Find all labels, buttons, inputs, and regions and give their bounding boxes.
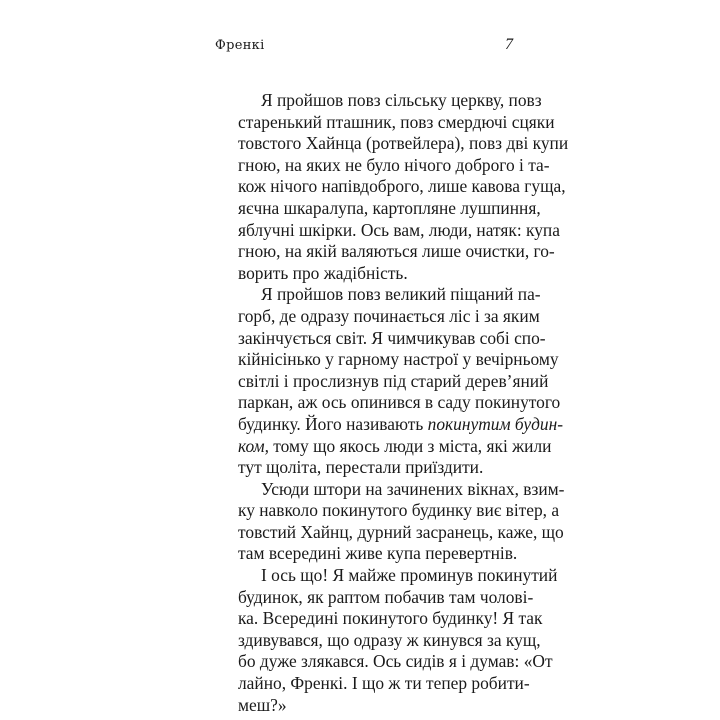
text-line: кійнісінько у гарному настрої у вечірньому bbox=[238, 349, 559, 370]
paragraph-1 bbox=[215, 90, 569, 284]
body-text bbox=[215, 90, 569, 716]
text-line: будинок, як раптом побачив там чолові- bbox=[238, 586, 534, 607]
text-line: гною, на яких не було нічого доброго і та- bbox=[238, 154, 550, 175]
text-line bbox=[215, 413, 564, 436]
text-line: Усюди штори на зачинених вікнах, взим- bbox=[261, 478, 565, 499]
text-line: закінчується світ. Я чимчикував собі спо- bbox=[238, 327, 546, 348]
text-line: здивувався, що одразу ж кинувся за кущ, bbox=[238, 629, 541, 650]
paragraph-3 bbox=[215, 478, 565, 565]
text-line: тут щоліта, перестали приїздити. bbox=[238, 457, 484, 478]
italic-phrase: ком, bbox=[238, 435, 269, 456]
text-line: бо дуже злякався. Ось сидів я і думав: «От bbox=[238, 651, 553, 672]
paragraph-2 bbox=[215, 284, 564, 478]
text-segment: будинку. Його називають bbox=[238, 413, 428, 434]
text-line bbox=[215, 435, 552, 458]
text-line: І ось що! Я майже проминув покинутий bbox=[261, 565, 558, 586]
text-line: ка. Всередині покинутого будинку! Я так bbox=[238, 608, 543, 629]
text-line: паркан, аж ось опинився в саду покинутого bbox=[238, 392, 561, 413]
text-line: гною, на якій валяються лише очистки, го- bbox=[238, 241, 555, 262]
text-line: світлі і прослизнув під старий дерев’яний bbox=[238, 370, 549, 391]
text-line: там всередині живе купа перевертнів. bbox=[238, 543, 518, 564]
text-line: горб, де одразу починається ліс і за яким bbox=[238, 305, 540, 326]
text-line: яблучні шкірки. Ось вам, люди, натяк: купа bbox=[238, 219, 560, 240]
text-line: Я пройшов повз великий піщаний па- bbox=[261, 284, 541, 305]
text-line: яєчна шкаралупа, картопляне лушпиння, bbox=[238, 197, 541, 218]
text-line: ку навколо покинутого будинку виє вітер, а bbox=[238, 500, 560, 521]
text-segment: тому що якось люди з міста, які жили bbox=[268, 435, 552, 456]
page-number: 7 bbox=[505, 36, 513, 53]
running-title: Френкі bbox=[215, 38, 265, 53]
text-line: товстого Хайнца (ротвейлера), повз дві купи bbox=[238, 133, 569, 154]
italic-phrase: покинутим будин- bbox=[427, 413, 564, 434]
text-line: Я пройшов повз сільську церкву, повз bbox=[261, 90, 542, 110]
text-line: ворить про жадібність. bbox=[238, 262, 408, 283]
text-line: товстий Хайнц, дурний засранець, каже, що bbox=[238, 521, 564, 542]
text-line: меш?» bbox=[238, 694, 287, 715]
paragraph-4 bbox=[215, 565, 558, 716]
text-line: лайно, Френкі. І що ж ти тепер робити- bbox=[238, 673, 530, 694]
page-header bbox=[215, 36, 513, 56]
text-line: кож нічого напівдоброго, лише кавова гуща, bbox=[238, 176, 566, 197]
text-line: старенький пташник, повз смердючі сцяки bbox=[238, 111, 555, 132]
